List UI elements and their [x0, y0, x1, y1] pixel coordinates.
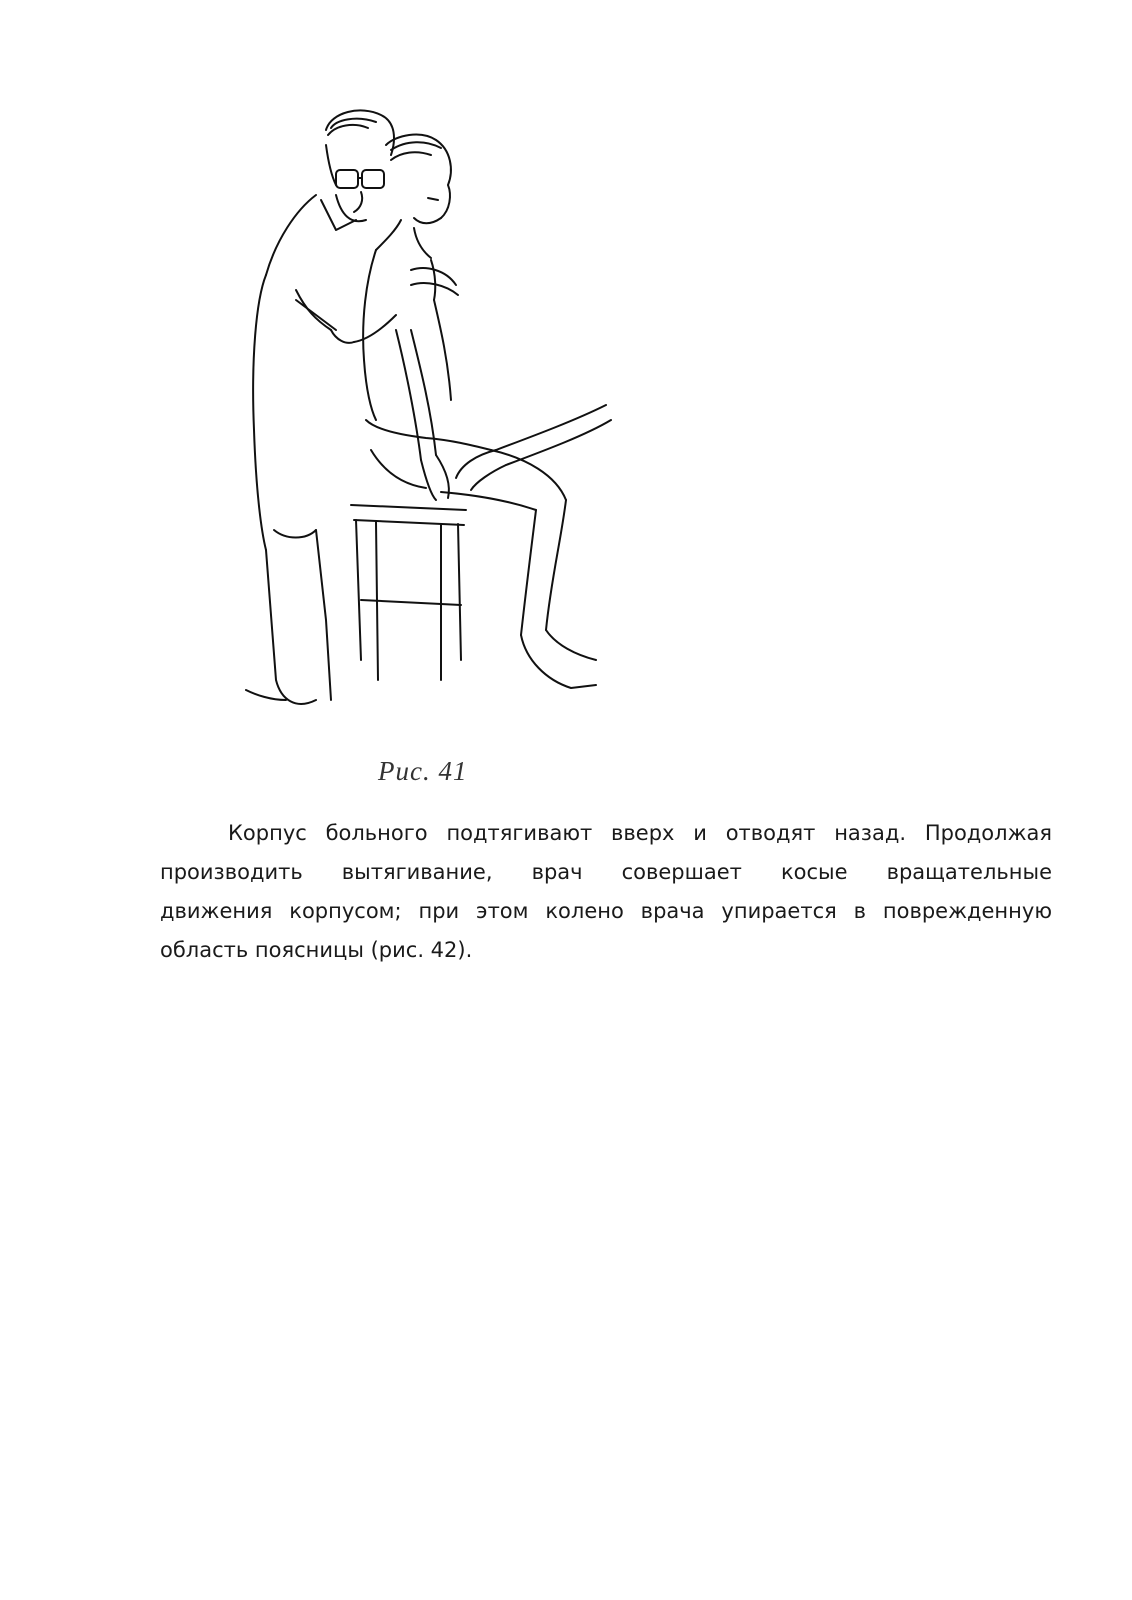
body-paragraph	[160, 814, 1052, 970]
paragraph-line: производить вытягивание, врач совершает косые вращательные	[160, 860, 1052, 884]
paragraph-line: движения корпусом; при этом колено врача упирается в поврежденную	[160, 899, 1052, 923]
paragraph-line: Корпус больного подтягивают вверх и отводят назад. Продолжая	[228, 821, 1052, 845]
figure-illustration	[236, 100, 636, 728]
doctor-traction-patient-illustration-icon	[236, 100, 636, 728]
paragraph-line: область поясницы (рис. 42).	[160, 938, 473, 962]
figure-caption: Рис. 41	[378, 756, 468, 786]
